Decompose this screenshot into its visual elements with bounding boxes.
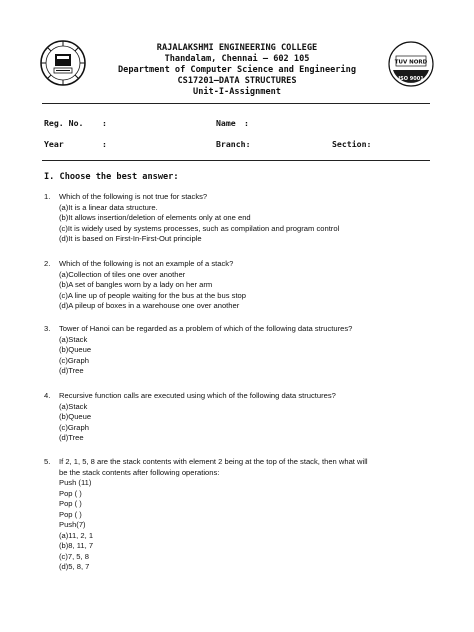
question-4 [44,391,436,444]
question-text: Which of the following is not an example of a stack? [59,259,234,268]
option: (a)Collection of tiles one over another [59,269,186,279]
college-name: RAJALAKSHMI ENGINEERING COLLEGE [156,43,318,53]
option: (c)Graph [59,422,89,432]
svg-text:TUV NORD: TUV NORD [394,59,428,66]
option: (d)5, 8, 7 [59,562,90,571]
name-label: Name [216,118,236,128]
option: (c)A line up of people waiting for the bus at the bus stop [59,290,247,300]
stack-operation: Pop ( ) [59,488,82,498]
question-1 [44,192,436,245]
stack-operation: Pop ( ) [59,499,82,508]
option: (a)11, 2, 1 [59,530,94,540]
question-5 [44,457,436,573]
option: (d)A pileup of boxes in a warehouse one over another [59,301,240,310]
option: (c)Graph [59,355,89,365]
question-text: Recursive function calls are executed using which of the following data structures? [59,391,336,400]
question-text: Tower of Hanoi can be regarded as a problem of which of the following data structures? [59,324,353,333]
question-text: Which of the following is not true for stacks? [59,192,208,201]
svg-text:ISO 9001: ISO 9001 [398,76,424,82]
option: (d)It is based on First-In-First-Out principle [59,234,202,243]
section-title: I. Choose the best answer: [44,172,179,182]
option: (b)It allows insertion/deletion of elements only at one end [59,213,251,222]
option: (a)Stack [59,401,88,411]
college-header [96,43,378,98]
department-name: Department of Computer Science and Engineering [118,65,356,75]
option: (a)Stack [59,334,88,344]
iso-certification-logo-icon [388,40,434,94]
branch-label: Branch: [216,139,251,149]
stack-operation: Push(7) [59,520,86,529]
question-number: 3. [44,324,51,333]
course-title: CS17201–DATA STRUCTURES [177,76,297,86]
option: (b)Queue [59,412,92,421]
option: (c)It is widely used by systems processes, such as compilation and program control [59,223,340,233]
section-label: Section: [332,139,372,149]
question-number: 2. [44,259,51,268]
name-colon: : [244,118,249,128]
question-3 [44,324,436,377]
stack-operation: Push (11) [59,478,92,487]
question-2 [44,259,436,312]
header-divider [42,103,430,104]
question-number: 1. [44,192,51,201]
option: (b)A set of bangles worn by a lady on her arm [59,280,213,289]
option: (d)Tree [59,433,84,442]
option: (b)Queue [59,345,92,354]
option: (a)It is a linear data structure. [59,202,158,212]
college-address: Thandalam, Chennai – 602 105 [164,54,310,64]
question-number: 4. [44,391,51,400]
question-text: If 2, 1, 5, 8 are the stack contents with element 2 being at the top of the stack, then what will [59,457,368,466]
question-text-continued: be the stack contents after following operations: [59,467,220,477]
reg-no-label: Reg. No. [44,118,84,128]
unit-title: Unit-I-Assignment [193,87,281,97]
college-logo-icon [40,40,86,86]
year-colon: : [102,139,107,149]
info-divider [42,160,430,161]
year-label: Year [44,139,64,149]
question-number: 5. [44,457,51,466]
reg-no-colon: : [102,118,107,128]
option: (b)8, 11, 7 [59,541,94,550]
option: (c)7, 5, 8 [59,551,89,561]
option: (d)Tree [59,366,84,375]
stack-operation: Pop ( ) [59,509,82,519]
